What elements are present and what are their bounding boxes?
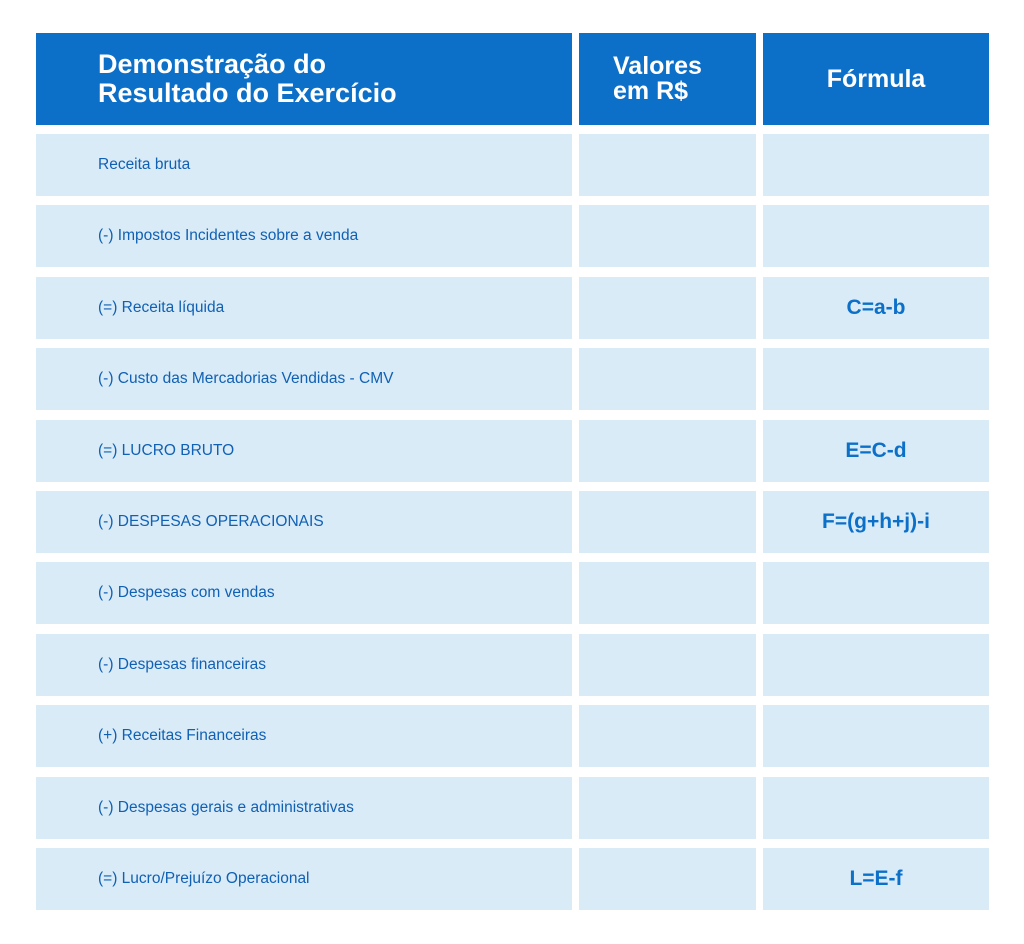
row-label-cell [36, 705, 572, 767]
row-label: (-) Custo das Mercadorias Vendidas - CMV [98, 370, 394, 388]
header-formula-cell [763, 33, 989, 125]
table-row [36, 348, 989, 410]
row-formula: E=C-d [845, 438, 907, 462]
row-valor-cell [579, 134, 756, 196]
row-label-cell [36, 777, 572, 839]
row-formula-cell [763, 705, 989, 767]
row-valor-cell [579, 205, 756, 267]
table-row [36, 562, 989, 624]
row-label: (+) Receitas Financeiras [98, 727, 267, 745]
row-formula-cell [763, 848, 989, 910]
row-label-cell [36, 420, 572, 482]
row-formula-cell [763, 277, 989, 339]
row-formula-cell [763, 777, 989, 839]
table-row [36, 277, 989, 339]
row-label: (=) LUCRO BRUTO [98, 441, 235, 459]
row-label: (-) Despesas gerais e administrativas [98, 798, 354, 816]
row-valor-cell [579, 491, 756, 553]
row-formula-cell [763, 420, 989, 482]
table-header-row [36, 33, 989, 125]
row-label-cell [36, 277, 572, 339]
row-formula-cell [763, 634, 989, 696]
row-label-cell [36, 348, 572, 410]
row-label-cell [36, 205, 572, 267]
row-valor-cell [579, 848, 756, 910]
table-row [36, 777, 989, 839]
row-valor-cell [579, 777, 756, 839]
header-dre-line1: Demonstração do [98, 49, 327, 79]
row-label: (-) Despesas financeiras [98, 655, 266, 673]
row-label-cell [36, 491, 572, 553]
table-row [36, 848, 989, 910]
row-valor-cell [579, 277, 756, 339]
row-formula-cell [763, 491, 989, 553]
table-row [36, 205, 989, 267]
header-valores-cell [579, 33, 756, 125]
table-row [36, 420, 989, 482]
row-label: (-) Despesas com vendas [98, 584, 275, 602]
row-valor-cell [579, 348, 756, 410]
dre-table [36, 33, 989, 919]
row-label-cell [36, 634, 572, 696]
table-row [36, 705, 989, 767]
row-label: (-) Impostos Incidentes sobre a venda [98, 227, 359, 245]
header-dre-cell [36, 33, 572, 125]
row-formula: L=E-f [849, 866, 903, 890]
row-label-cell [36, 134, 572, 196]
row-valor-cell [579, 420, 756, 482]
header-formula-label: Fórmula [826, 64, 926, 93]
row-label: Receita bruta [98, 156, 191, 173]
row-label: (-) DESPESAS OPERACIONAIS [98, 512, 324, 530]
row-formula: C=a-b [846, 295, 906, 319]
header-valores-line2: em R$ [613, 77, 689, 105]
row-formula-cell [763, 205, 989, 267]
row-formula-cell [763, 348, 989, 410]
row-valor-cell [579, 705, 756, 767]
row-formula-cell [763, 562, 989, 624]
row-valor-cell [579, 634, 756, 696]
table-row [36, 634, 989, 696]
row-formula-cell [763, 134, 989, 196]
row-label: (=) Receita líquida [98, 298, 225, 316]
row-valor-cell [579, 562, 756, 624]
header-valores-line1: Valores [613, 52, 702, 80]
header-dre-line2: Resultado do Exercício [98, 78, 397, 108]
table-row [36, 491, 989, 553]
row-label-cell [36, 562, 572, 624]
table-row [36, 134, 989, 196]
row-label: (=) Lucro/Prejuízo Operacional [98, 869, 310, 887]
row-label-cell [36, 848, 572, 910]
row-formula: F=(g+h+j)-i [822, 509, 930, 533]
